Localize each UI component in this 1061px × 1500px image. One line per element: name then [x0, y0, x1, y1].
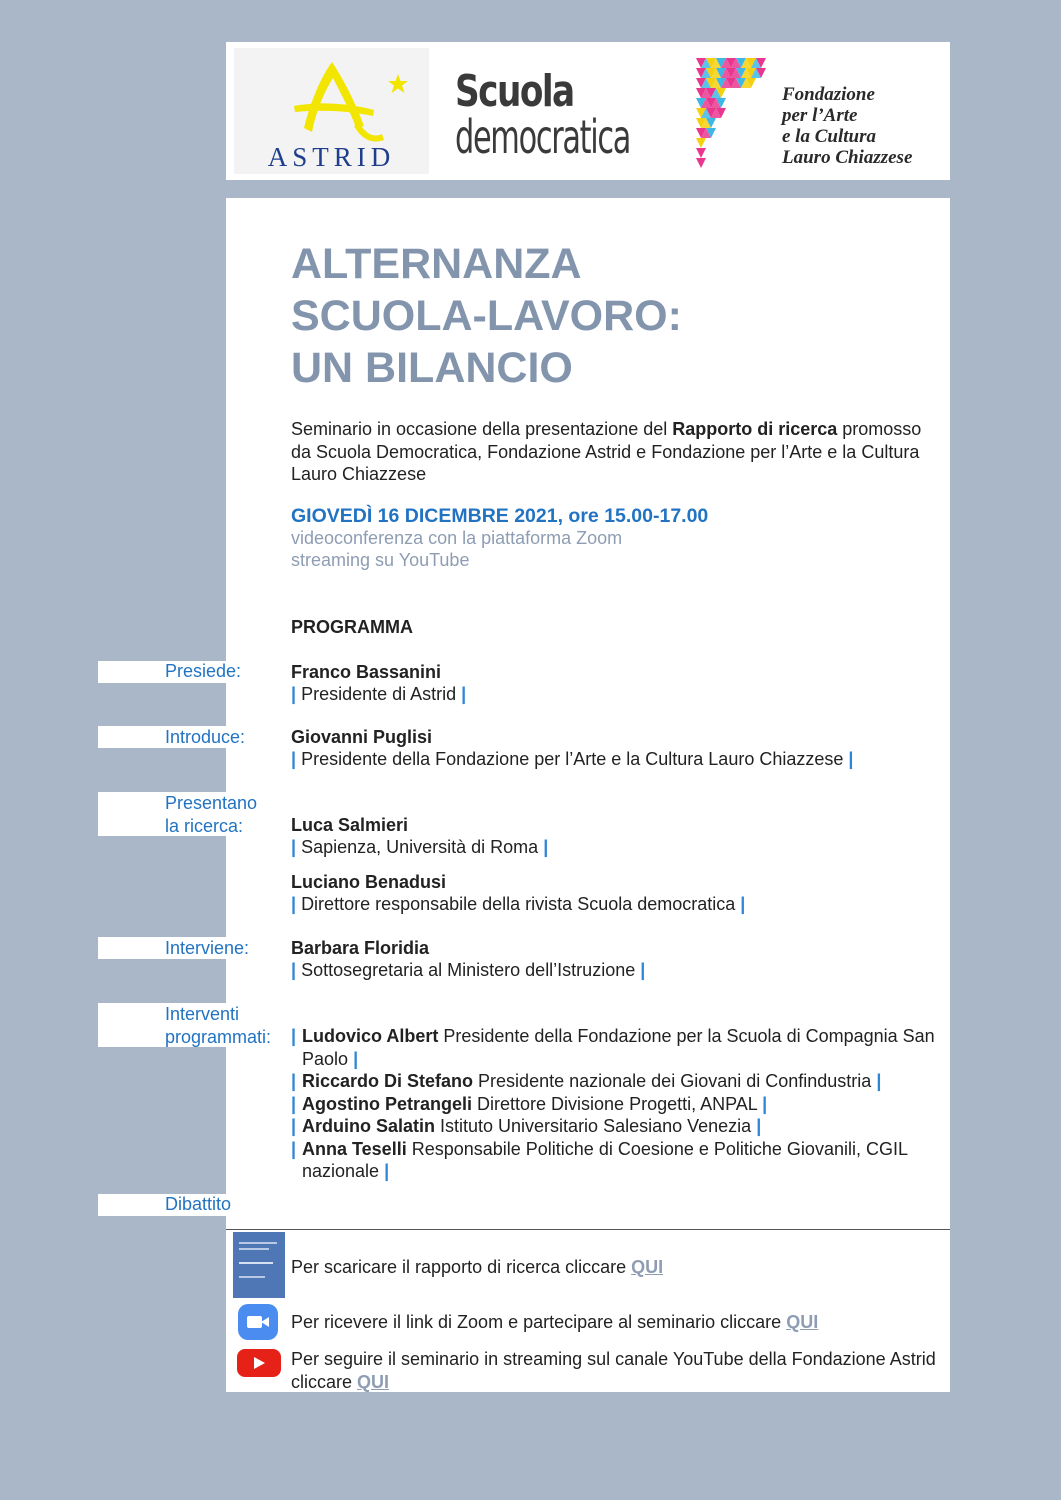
role-introduce: Introduce: — [165, 727, 246, 747]
intervento-text: Presidente della Fondazione per la Scuola di Compagnia San Paolo — [302, 1026, 935, 1069]
role-interventi — [165, 1003, 271, 1048]
scuola-democratica-logo — [455, 66, 675, 170]
page-title — [291, 238, 682, 394]
zoom-link-line — [291, 1311, 818, 1334]
separator-bar: | — [640, 960, 646, 980]
affiliation-text: Presidente di Astrid — [301, 684, 457, 704]
intervento-name: Agostino Petrangeli — [302, 1093, 473, 1114]
speaker-name: Franco Bassanini — [291, 662, 442, 682]
separator-bar: | — [740, 894, 746, 914]
title-line: SCUOLA-LAVORO: — [291, 292, 682, 340]
separator-bar: | — [291, 960, 297, 980]
affiliation-text: Sottosegretaria al Ministero dell’Istruzione — [301, 960, 636, 980]
intervento-text: Presidente nazionale dei Giovani di Confindustria — [473, 1071, 872, 1091]
fondazione-line: per l’Arte — [782, 105, 858, 126]
mosaic-triangle — [696, 138, 706, 148]
fondazione-line: Fondazione — [782, 84, 875, 105]
logo-header — [226, 42, 950, 180]
fondazione-line: e la Cultura — [782, 126, 876, 147]
camera-body — [247, 1316, 262, 1328]
speaker-affiliation — [291, 749, 853, 770]
cover-line — [239, 1242, 277, 1244]
camera-lens — [261, 1317, 269, 1327]
separator-bar: | — [848, 749, 854, 769]
list-item — [291, 1093, 951, 1116]
youtube-link-line — [291, 1348, 951, 1393]
intervento-name: Arduino Salatin — [302, 1116, 436, 1136]
intervento-text: Responsabile Politiche di Coesione e Politiche Giovanili, CGIL nazionale — [302, 1138, 908, 1181]
separator-bar: | — [291, 1071, 297, 1091]
intervento-text: Direttore Divisione Progetti, ANPAL — [472, 1093, 758, 1114]
list-item — [291, 1115, 951, 1138]
speaker-affiliation — [291, 684, 466, 705]
triangle-mosaic-icon — [694, 56, 778, 172]
intervento-name: Anna Teselli — [302, 1138, 407, 1159]
speaker-name: Giovanni Puglisi — [291, 727, 433, 747]
cover-line — [239, 1276, 265, 1278]
speaker-affiliation — [291, 894, 745, 915]
separator-bar: | — [353, 1048, 359, 1069]
affiliation-text: Direttore responsabile della rivista Scuola democratica — [301, 894, 736, 914]
report-cover-icon[interactable] — [233, 1232, 285, 1298]
play-icon — [254, 1357, 265, 1369]
programma-heading: PROGRAMMA — [291, 617, 413, 637]
intro-bold: Rapporto di ricerca — [672, 419, 838, 439]
report-link-line — [291, 1256, 663, 1279]
list-item — [291, 1070, 951, 1093]
separator-bar: | — [384, 1161, 390, 1181]
zoom-icon[interactable] — [238, 1304, 278, 1340]
separator-bar: | — [543, 837, 549, 857]
divider — [226, 1229, 950, 1230]
fondazione-chiazzese-logo — [694, 56, 944, 172]
intro-text: Seminario in occasione della presentazione del — [291, 419, 673, 439]
zoom-qui-link[interactable]: QUI — [786, 1312, 819, 1332]
affiliation-text: Presidente della Fondazione per l’Arte e la Cultura Lauro Chiazzese — [301, 749, 844, 769]
role-label-line: programmati: — [165, 1026, 272, 1047]
intervento-name: Riccardo Di Stefano — [302, 1071, 474, 1091]
list-item — [291, 1138, 951, 1183]
cover-line — [239, 1262, 273, 1264]
democratica-wordmark: democratica — [455, 110, 630, 164]
link-text: Per scaricare il rapporto di ricerca cliccare — [291, 1257, 632, 1277]
separator-bar: | — [762, 1093, 768, 1114]
role-label-line: Interventi — [165, 1004, 240, 1024]
link-text: Per ricevere il link di Zoom e partecipare al seminario cliccare — [291, 1312, 787, 1332]
role-label-line: Presentano — [165, 793, 258, 813]
fondazione-line: Lauro Chiazzese — [782, 147, 913, 168]
separator-bar: | — [461, 684, 467, 704]
youtube-qui-link[interactable]: QUI — [357, 1371, 390, 1392]
separator-bar: | — [756, 1116, 762, 1136]
separator-bar: | — [291, 894, 297, 914]
scuola-wordmark: Scuola — [455, 66, 574, 117]
event-date: GIOVEDÌ 16 DICEMBRE 2021, ore 15.00-17.00 — [291, 505, 709, 527]
title-line: UN BILANCIO — [291, 344, 573, 392]
speaker-affiliation — [291, 960, 645, 981]
affiliation-text: Sapienza, Università di Roma — [301, 837, 539, 857]
role-presentano — [165, 792, 257, 837]
list-item — [291, 1025, 951, 1070]
separator-bar: | — [291, 837, 297, 857]
speaker-name: Luciano Benadusi — [291, 872, 447, 892]
interventi-list — [291, 1025, 951, 1183]
role-presiede: Presiede: — [165, 661, 242, 681]
role-dibattito: Dibattito — [165, 1194, 232, 1214]
venue-line: streaming su YouTube — [291, 550, 470, 570]
intervento-name: Ludovico Albert — [302, 1026, 439, 1046]
separator-bar: | — [291, 1116, 297, 1136]
separator-bar: | — [876, 1071, 882, 1091]
venue-line: videoconferenza con la piattaforma Zoom — [291, 528, 623, 548]
cover-line — [239, 1248, 269, 1250]
role-interviene: Interviene: — [165, 938, 250, 958]
intro-paragraph — [291, 418, 931, 486]
astrid-logo — [234, 48, 429, 174]
fondazione-wordmark — [782, 84, 912, 168]
intervento-text: Istituto Universitario Salesiano Venezia — [435, 1116, 752, 1136]
separator-bar: | — [291, 1138, 297, 1159]
separator-bar: | — [291, 684, 297, 704]
link-text: Per seguire il seminario in streaming sul canale YouTube della Fondazione Astrid cliccare — [291, 1349, 936, 1392]
mosaic-triangle — [696, 158, 706, 168]
title-line: ALTERNANZA — [291, 240, 582, 288]
separator-bar: | — [291, 1026, 297, 1046]
youtube-icon[interactable] — [237, 1349, 281, 1377]
speaker-name: Barbara Floridia — [291, 938, 430, 958]
report-qui-link[interactable]: QUI — [631, 1257, 664, 1277]
separator-bar: | — [291, 1093, 297, 1114]
speaker-name: Luca Salmieri — [291, 815, 409, 835]
intro-text: promosso da Scuola Democratica, Fondazione Astrid e Fondazione per l’Arte e la Cultura Lauro Chiazzese — [291, 419, 922, 484]
astrid-wordmark: ASTRID — [267, 142, 396, 172]
mosaic-triangle — [696, 148, 706, 158]
speaker-affiliation — [291, 837, 548, 858]
role-label-line: la ricerca: — [165, 815, 244, 836]
separator-bar: | — [291, 749, 297, 769]
